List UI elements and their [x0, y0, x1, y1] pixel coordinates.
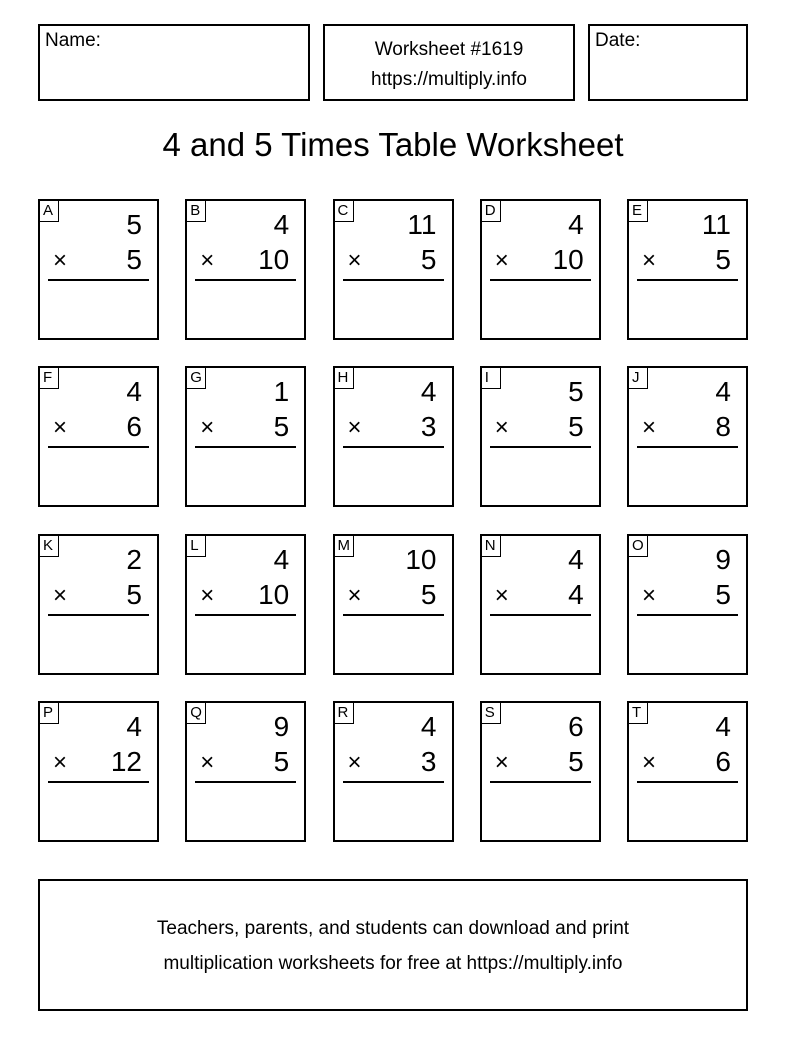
multiplier: 5 — [273, 745, 290, 777]
multiplier: 5 — [568, 745, 584, 777]
times-sign: × — [642, 748, 657, 776]
multiplier: 5 — [420, 578, 437, 610]
worksheet-title: 4 and 5 Times Table Worksheet — [162, 126, 624, 163]
problem-card — [480, 366, 601, 507]
answer-line — [490, 279, 591, 281]
answer-line — [48, 781, 149, 783]
answer-line — [343, 781, 444, 783]
times-sign: × — [200, 748, 215, 776]
answer-line — [637, 614, 738, 616]
answer-line — [195, 279, 296, 281]
problem-letter: M — [334, 535, 354, 557]
times-sign: × — [53, 247, 68, 274]
multiplicand: 4 — [568, 209, 584, 240]
problem-card — [185, 701, 306, 842]
times-sign: × — [200, 247, 215, 274]
multiplier: 5 — [715, 578, 731, 610]
problem-letter: C — [334, 200, 354, 222]
multiplicand: 11 — [701, 209, 731, 240]
multiplier: 3 — [420, 745, 437, 777]
problem-letter: K — [39, 535, 59, 557]
answer-line — [48, 614, 149, 616]
answer-line — [343, 279, 444, 281]
problem-letter: H — [334, 367, 354, 389]
multiplier: 5 — [568, 411, 584, 443]
multiplicand: 4 — [715, 376, 731, 408]
problem-letter: G — [186, 367, 206, 389]
multiplicand: 1 — [273, 376, 290, 408]
times-sign: × — [494, 247, 509, 274]
multiplier: 8 — [715, 411, 731, 443]
multiplier: 10 — [258, 244, 290, 275]
multiplicand: 4 — [420, 376, 437, 408]
multiplier: 4 — [568, 578, 584, 610]
problem-card — [38, 534, 159, 675]
times-sign: × — [53, 748, 68, 776]
multiplier: 12 — [110, 745, 142, 777]
problem-card — [185, 366, 306, 507]
times-sign: × — [642, 581, 657, 609]
problem-letter: I — [481, 367, 501, 389]
multiplier: 5 — [420, 244, 437, 275]
answer-line — [48, 446, 149, 448]
times-sign: × — [53, 414, 68, 442]
problem-letter: T — [628, 702, 648, 724]
problem-card — [38, 366, 159, 507]
multiplier: 6 — [715, 745, 731, 777]
multiplier: 5 — [126, 578, 142, 610]
problem-card — [480, 199, 601, 340]
problem-letter: A — [39, 200, 59, 222]
multiplicand: 4 — [126, 710, 142, 742]
problem-letter: O — [628, 535, 648, 557]
footer-line-1: Teachers, parents, and students can download and print — [156, 918, 630, 939]
times-sign: × — [494, 581, 509, 609]
date-field-box — [588, 24, 748, 101]
multiplier: 10 — [552, 244, 584, 275]
multiplicand: 5 — [126, 209, 142, 240]
answer-line — [195, 446, 296, 448]
times-sign: × — [347, 581, 362, 609]
times-sign: × — [347, 414, 362, 442]
answer-line — [637, 279, 738, 281]
problem-letter: E — [628, 200, 648, 222]
problem-letter: D — [481, 200, 501, 222]
problem-card — [627, 199, 748, 340]
worksheet-number: Worksheet #1619 — [374, 39, 524, 60]
problem-letter: P — [39, 702, 59, 724]
name-field-box — [38, 24, 310, 101]
problem-card — [38, 199, 159, 340]
times-sign: × — [200, 581, 215, 609]
problem-card — [480, 701, 601, 842]
times-sign: × — [347, 247, 362, 274]
multiplicand: 11 — [407, 209, 437, 240]
multiplicand: 4 — [715, 710, 731, 742]
problem-letter: N — [481, 535, 501, 557]
multiplier: 6 — [126, 411, 142, 443]
times-sign: × — [642, 414, 657, 442]
multiplicand: 4 — [126, 376, 142, 408]
multiplicand: 6 — [568, 710, 584, 742]
multiplier: 5 — [126, 244, 142, 275]
multiplier: 10 — [258, 578, 290, 610]
problem-letter: L — [186, 535, 206, 557]
times-sign: × — [494, 414, 509, 442]
problem-letter: Q — [186, 702, 206, 724]
date-label: Date: — [595, 30, 641, 51]
multiplicand: 9 — [715, 543, 731, 575]
multiplicand: 4 — [273, 209, 290, 240]
multiplier: 5 — [273, 411, 290, 443]
problem-card — [333, 199, 454, 340]
multiplicand: 4 — [568, 543, 584, 575]
problem-letter: S — [481, 702, 501, 724]
problem-card — [333, 366, 454, 507]
answer-line — [343, 446, 444, 448]
problem-card — [185, 534, 306, 675]
multiplier: 3 — [420, 411, 437, 443]
problem-card — [185, 199, 306, 340]
answer-line — [490, 781, 591, 783]
answer-line — [195, 781, 296, 783]
answer-line — [490, 614, 591, 616]
times-sign: × — [200, 414, 215, 442]
answer-line — [48, 279, 149, 281]
multiplicand: 4 — [420, 710, 437, 742]
multiplier: 5 — [715, 244, 731, 275]
answer-line — [343, 614, 444, 616]
multiplicand: 10 — [405, 543, 437, 575]
times-sign: × — [53, 581, 68, 609]
times-sign: × — [642, 247, 657, 274]
times-sign: × — [494, 748, 509, 776]
worksheet-url: https://multiply.info — [371, 69, 527, 90]
problem-card — [333, 534, 454, 675]
answer-line — [637, 446, 738, 448]
problem-card — [480, 534, 601, 675]
times-sign: × — [347, 748, 362, 776]
footer-line-2: multiplication worksheets for free at https://multiply.info — [163, 953, 623, 974]
problem-card — [627, 534, 748, 675]
answer-line — [490, 446, 591, 448]
problem-card — [627, 701, 748, 842]
problem-card — [38, 701, 159, 842]
problem-grid — [38, 199, 748, 842]
problem-card — [333, 701, 454, 842]
problem-letter: R — [334, 702, 354, 724]
multiplicand: 9 — [273, 710, 290, 742]
footer-box — [38, 879, 748, 1011]
multiplicand: 2 — [126, 543, 142, 575]
problem-letter: J — [628, 367, 648, 389]
multiplicand: 5 — [568, 376, 584, 408]
multiplicand: 4 — [273, 543, 290, 575]
answer-line — [195, 614, 296, 616]
problem-letter: F — [39, 367, 59, 389]
worksheet-info-box — [323, 24, 575, 101]
problem-letter: B — [186, 200, 206, 222]
problem-card — [627, 366, 748, 507]
name-label: Name: — [45, 30, 101, 51]
answer-line — [637, 781, 738, 783]
